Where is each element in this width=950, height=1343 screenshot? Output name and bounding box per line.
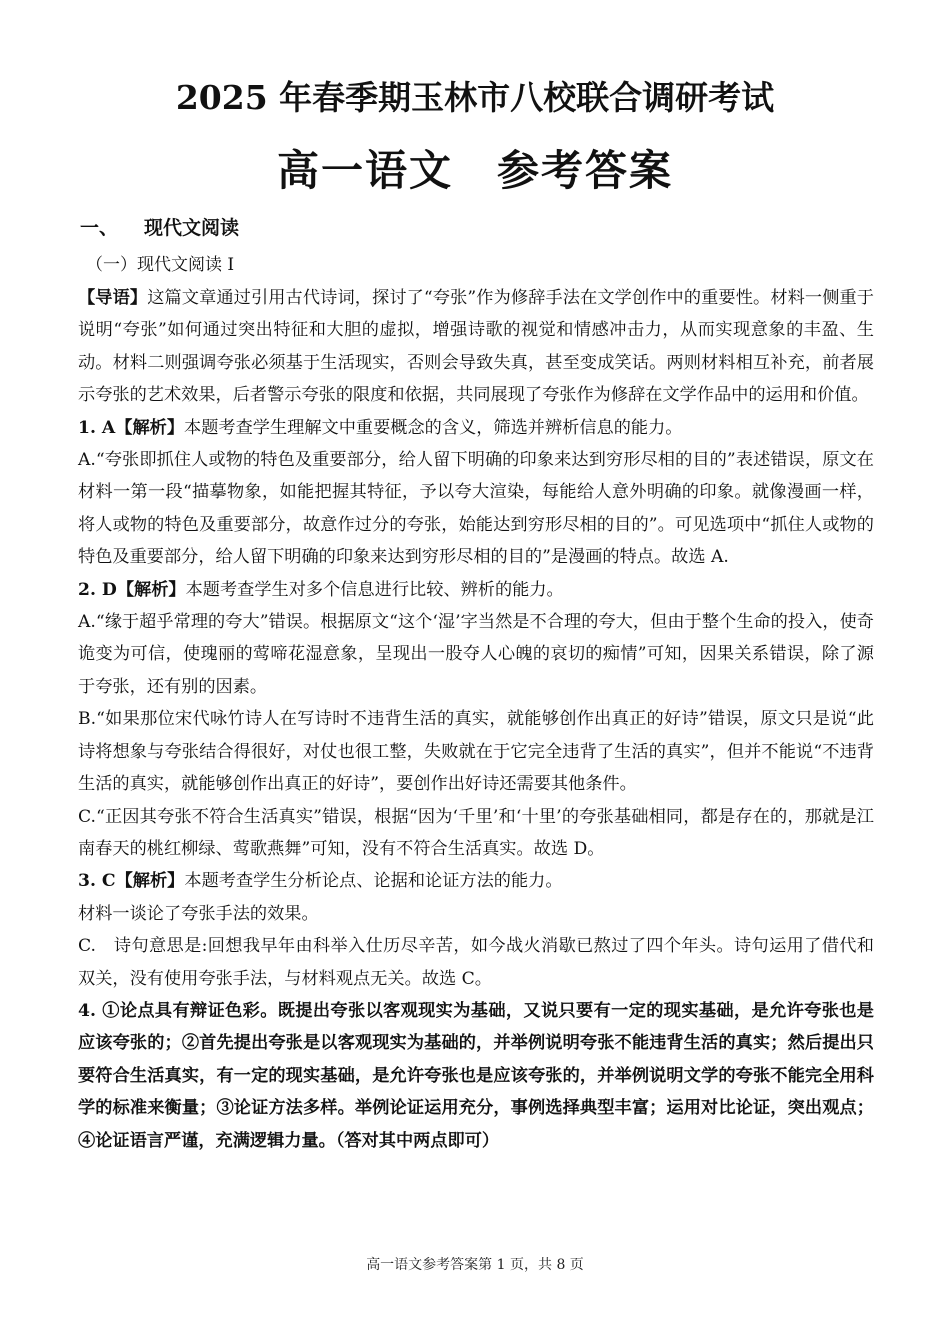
answer-body bbox=[78, 282, 874, 1157]
q3-option-c: C. 诗句意思是:回想我早年由科举入仕历尽辛苦，如今战火消歇已熬过了四个年头。诗句运用了借代和双关，没有使用夸张手法，与材料观点无关。故选 C。 bbox=[78, 936, 874, 989]
q1-text: 本题考查学生理解文中重要概念的含义，筛选并辨析信息的能力。 bbox=[184, 417, 683, 438]
q1-heading bbox=[78, 412, 874, 444]
q4-answer: 4. ①论点具有辩证色彩。既提出夸张以客观现实为基础，又说只要有一定的现实基础，是允许夸张也是应该夸张的；②首先提出夸张是以客观现实为基础的，并举例说明夸张不能违背生活的真实；然后提出只要符合生活真实，有一定的现实基础，是允许夸张也是应该夸张的，并举例说明文学的夸张不能完全用科学的标准来衡量；③论证方法多样。举例论证运用充分，事例选择典型丰富；运用对比论证，突出观点；④论证语言严谨，充满逻辑力量。（答对其中两点即可） bbox=[78, 1000, 874, 1151]
exam-title: 2025 年春季期玉林市八校联合调研考试 bbox=[175, 78, 775, 117]
q2-option-c: C.“正因其夸张不符合生活真实”错误，根据“因为‘千里’和‘十里’的夸张基础相同，都是存在的，那就是江南春天的桃红柳绿、莺歌燕舞”可知，没有不符合生活真实。故选 D。 bbox=[78, 806, 874, 859]
q3-text: 本题考查学生分析论点、论据和论证方法的能力。 bbox=[184, 871, 563, 892]
page-footer: 高一语文参考答案第 1 页，共 8 页 bbox=[366, 1257, 584, 1273]
q2-label: 【解析】 bbox=[116, 579, 186, 600]
q3-heading bbox=[78, 865, 874, 897]
q2-answer: 2. D bbox=[78, 579, 117, 600]
q1-label: 【解析】 bbox=[115, 417, 185, 438]
section-number: 一、 bbox=[80, 217, 119, 239]
q2-option-b: B.“如果那位宋代咏竹诗人在写诗时不违背生活的真实，就能够创作出真正的好诗”错误，原文只是说“此诗将想象与夸张结合得很好，对仗也很工整，失败就在于它完全违背了生活的真实”，但并不能说“不违背生活的真实，就能够创作出真正的好诗”，要创作出好诗还需要其他条件。 bbox=[78, 709, 874, 795]
subsection-heading: （一）现代文阅读 I bbox=[86, 255, 235, 275]
intro-paragraph bbox=[78, 282, 874, 412]
q3-label: 【解析】 bbox=[115, 871, 185, 892]
q2-option-a: A.“缘于超乎常理的夸大”错误。根据原文“这个‘湿’字当然是不合理的夸大，但由于整个生命的投入，使奇诡变为可信，使瑰丽的莺啼花湿意象，呈现出一股夺人心魄的哀切的痴情”可知，因果关系错误，除了源于夸张，还有别的因素。 bbox=[78, 612, 874, 697]
q2-heading bbox=[78, 574, 874, 606]
intro-label: 【导语】 bbox=[78, 288, 148, 308]
q3-line: 材料一谈论了夸张手法的效果。 bbox=[78, 903, 319, 924]
q2-text: 本题考查学生对多个信息进行比较、辨析的能力。 bbox=[185, 579, 564, 600]
document-subtitle: 高一语文 参考答案 bbox=[276, 146, 673, 195]
section-title: 现代文阅读 bbox=[144, 217, 240, 239]
q3-answer: 3. C bbox=[78, 871, 116, 892]
intro-text: 这篇文章通过引用古代诗词，探讨了“夸张”作为修辞手法在文学创作中的重要性。材料一侧重于说明“夸张”如何通过突出特征和大胆的虚拟，增强诗歌的视觉和情感冲击力，从而实现意象的丰盈、生动。材料二则强调夸张必须基于生活现实，否则会导致失真，甚至变成笑话。两则材料相互补充，前者展示夸张的艺术效果，后者警示夸张的限度和依据，共同展现了夸张作为修辞在文学作品中的运用和价值。 bbox=[78, 288, 874, 406]
q1-option-a: A.“夸张即抓住人或物的特色及重要部分，给人留下明确的印象来达到穷形尽相的目的”表述错误，原文在材料一第一段“描摹物象，如能把握其特征，予以夸大渲染，每能给人意外明确的印象。就像漫画一样，将人或物的特色及重要部分，故意作过分的夸张，始能达到穷形尽相的目的”。可见选项中“抓住人或物的特色及重要部分，给人留下明确的印象来达到穷形尽相的目的”是漫画的特点。故选 A. bbox=[78, 450, 874, 568]
section-heading bbox=[80, 213, 239, 240]
q1-answer: 1. A bbox=[78, 417, 116, 438]
